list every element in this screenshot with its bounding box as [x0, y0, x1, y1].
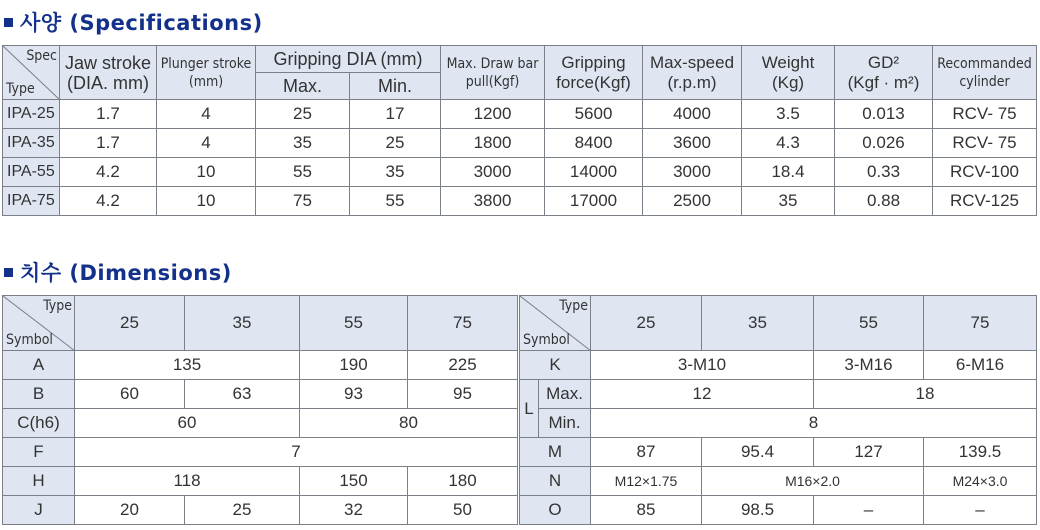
gripping-max-header: Max. — [256, 73, 350, 100]
symbol-cell: F — [3, 438, 75, 467]
cylinder-header: Recommanded cylinder — [933, 46, 1037, 100]
type-header-25: 25 — [75, 296, 185, 351]
symbol-cell: H — [3, 467, 75, 496]
table-row: H 118 150 180 — [3, 467, 518, 496]
table-row: IPA-35 1.7 4 35 25 1800 8400 3600 4.3 0.026 RCV- 75 — [3, 129, 1037, 158]
type-cell: IPA-25 — [3, 100, 60, 129]
symbol-cell: K — [520, 351, 591, 380]
symbol-cell: L — [520, 380, 539, 438]
symbol-cell: C(h6) — [3, 409, 75, 438]
table-row: B 60 63 93 95 — [3, 380, 518, 409]
jaw-stroke-header: Jaw stroke (DIA. mm) — [60, 46, 157, 100]
table-row: N M12×1.75 M16×2.0 M24×3.0 — [520, 467, 1037, 496]
symbol-cell: B — [3, 380, 75, 409]
table-row: O 85 98.5 – – — [520, 496, 1037, 525]
dims-corner-cell-right: Type Symbol — [520, 296, 591, 351]
table-row: M 87 95.4 127 139.5 — [520, 438, 1037, 467]
dims-corner-cell-left: Type Symbol — [3, 296, 75, 351]
dimensions-table-right — [519, 295, 1037, 525]
gripping-dia-header: Gripping DIA (mm) — [256, 46, 441, 73]
specifications-table — [2, 45, 1037, 216]
type-header-25: 25 — [591, 296, 702, 351]
table-row: L Max. 12 18 — [520, 380, 1037, 409]
table-row: A 135 190 225 — [3, 351, 518, 380]
weight-header: Weight (Kg) — [742, 46, 835, 100]
gd2-header: GD² (Kgf · m²) — [835, 46, 933, 100]
type-cell: IPA-35 — [3, 129, 60, 158]
type-header-35: 35 — [702, 296, 814, 351]
type-header-55: 55 — [300, 296, 408, 351]
table-row: IPA-75 4.2 10 75 55 3800 17000 2500 35 0.88 RCV-125 — [3, 187, 1037, 216]
type-header-55: 55 — [814, 296, 924, 351]
table-row: Min. 8 — [520, 409, 1037, 438]
plunger-stroke-header: Plunger stroke (mm) — [157, 46, 256, 100]
gripping-min-header: Min. — [350, 73, 441, 100]
symbol-sub-cell: Min. — [539, 409, 591, 438]
dimensions-table-left — [2, 295, 518, 525]
symbol-cell: A — [3, 351, 75, 380]
draw-bar-header: Max. Draw bar pull(Kgf) — [441, 46, 545, 100]
type-header-75: 75 — [924, 296, 1037, 351]
type-header-35: 35 — [185, 296, 300, 351]
table-row: IPA-25 1.7 4 25 17 1200 5600 4000 3.5 0.013 RCV- 75 — [3, 100, 1037, 129]
symbol-cell: M — [520, 438, 591, 467]
symbol-cell: J — [3, 496, 75, 525]
symbol-cell: O — [520, 496, 591, 525]
type-header-75: 75 — [408, 296, 518, 351]
table-row: K 3-M10 3-M16 6-M16 — [520, 351, 1037, 380]
specifications-title: 사양 (Specifications) — [4, 7, 263, 37]
symbol-cell: N — [520, 467, 591, 496]
type-cell: IPA-55 — [3, 158, 60, 187]
table-row: IPA-55 4.2 10 55 35 3000 14000 3000 18.4 0.33 RCV-100 — [3, 158, 1037, 187]
type-cell: IPA-75 — [3, 187, 60, 216]
table-row: C(h6) 60 80 — [3, 409, 518, 438]
table-row: F 7 — [3, 438, 518, 467]
bullet-square-icon — [4, 18, 13, 27]
spec-corner-cell: Spec Type — [3, 46, 60, 100]
symbol-sub-cell: Max. — [539, 380, 591, 409]
max-speed-header: Max-speed (r.p.m) — [643, 46, 742, 100]
gripping-force-header: Gripping force(Kgf) — [545, 46, 643, 100]
bullet-square-icon — [4, 268, 13, 277]
table-row: J 20 25 32 50 — [3, 496, 518, 525]
dimensions-title: 치수 (Dimensions) — [4, 257, 232, 287]
